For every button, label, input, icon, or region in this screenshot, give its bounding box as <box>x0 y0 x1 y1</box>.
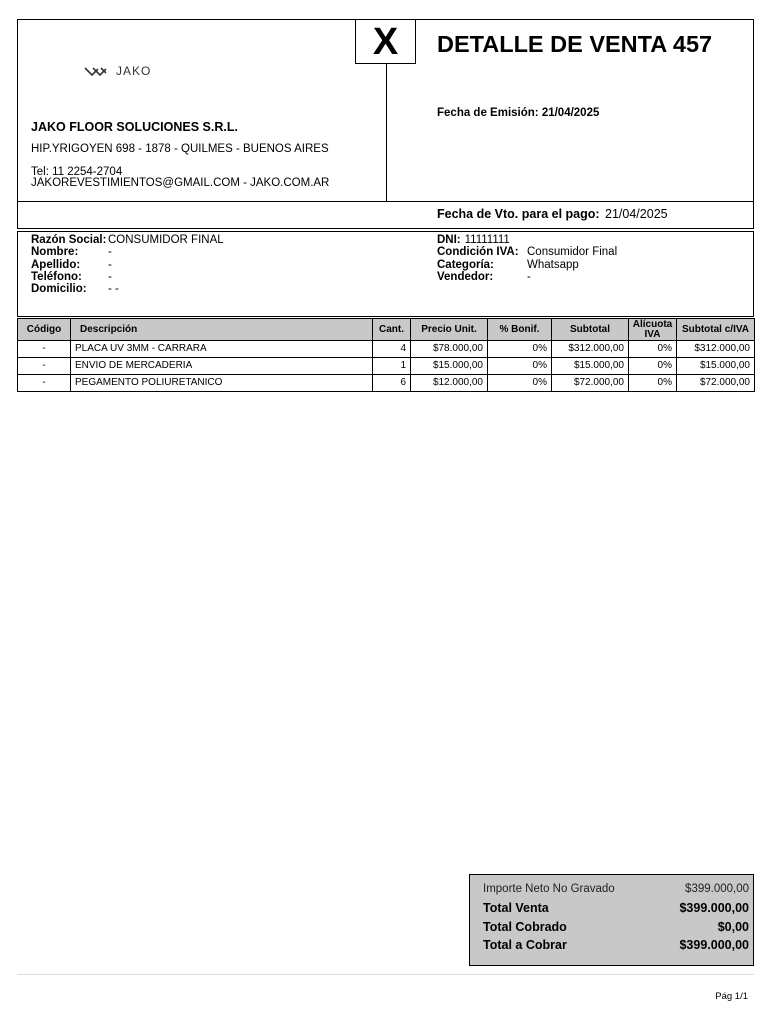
total-cobrado-label: Total Cobrado <box>483 920 567 934</box>
cell-bonif: 0% <box>488 375 552 392</box>
cell-subtotal-iva: $72.000,00 <box>677 375 755 392</box>
customer-right <box>437 234 617 283</box>
invoice-title: DETALLE DE VENTA 457 <box>437 31 713 57</box>
cell-descripcion: PLACA UV 3MM - CARRARA <box>71 341 373 358</box>
header-divider <box>386 64 387 202</box>
table-row <box>18 358 755 375</box>
cell-codigo: - <box>18 341 71 358</box>
apellido-label: Apellido: <box>31 258 81 271</box>
col-header-subtotal-iva: Subtotal c/IVA <box>677 319 755 341</box>
cell-descripcion: PEGAMENTO POLIURETANICO <box>71 375 373 392</box>
iva-label: Condición IVA: <box>437 246 519 259</box>
company-address: HIP.YRIGOYEN 698 - 1878 - QUILMES - BUENOS AIRES <box>31 143 329 155</box>
issue-date-label: Fecha de Emisión: <box>437 107 539 119</box>
categoria-value: Whatsapp <box>527 258 579 271</box>
telefono-value: - <box>108 270 112 283</box>
col-header-subtotal: Subtotal <box>552 319 629 341</box>
company-phone: Tel: 11 2254-2704 <box>31 166 123 178</box>
total-neto-value: $399.000,00 <box>685 883 749 895</box>
nombre-label: Nombre: <box>31 246 79 259</box>
due-date <box>437 207 668 221</box>
table-row <box>18 341 755 358</box>
vendedor-label: Vendedor: <box>437 270 494 283</box>
cell-subtotal: $72.000,00 <box>552 375 629 392</box>
nombre-value: - <box>108 246 112 259</box>
logo-text: JAKO <box>116 64 152 78</box>
company-logo <box>84 64 151 78</box>
dni-value: 11111111 <box>464 234 510 246</box>
total-venta-row <box>483 901 749 915</box>
cell-precio: $15.000,00 <box>411 358 488 375</box>
apellido-value: - <box>108 258 112 271</box>
col-header-alicuota: Alícuota IVA <box>629 319 677 341</box>
total-cobrar-label: Total a Cobrar <box>483 938 567 952</box>
total-venta-label: Total Venta <box>483 901 549 915</box>
company-name: JAKO FLOOR SOLUCIONES S.R.L. <box>31 120 238 134</box>
total-cobrar-row <box>483 938 749 952</box>
cell-cantidad: 6 <box>373 375 411 392</box>
col-header-cantidad: Cant. <box>373 319 411 341</box>
cell-bonif: 0% <box>488 341 552 358</box>
totals-box <box>469 874 754 966</box>
issue-date-value: 21/04/2025 <box>541 107 600 119</box>
categoria-label: Categoría: <box>437 258 494 271</box>
jako-logo-icon <box>84 65 114 77</box>
razon-label: Razón Social: <box>31 234 107 246</box>
cell-alicuota: 0% <box>629 341 677 358</box>
invoice-letter: X <box>355 19 416 64</box>
dni-label: DNI: <box>437 234 461 246</box>
telefono-label: Teléfono: <box>31 270 82 283</box>
cell-precio: $12.000,00 <box>411 375 488 392</box>
cell-descripcion: ENVIO DE MERCADERIA <box>71 358 373 375</box>
cell-subtotal: $15.000,00 <box>552 358 629 375</box>
cell-codigo: - <box>18 375 71 392</box>
page-number: Pág 1/1 <box>715 991 748 1002</box>
col-header-bonif: % Bonif. <box>488 319 552 341</box>
cell-subtotal: $312.000,00 <box>552 341 629 358</box>
due-date-label: Fecha de Vto. para el pago: <box>437 207 600 221</box>
razon-value: CONSUMIDOR FINAL <box>108 234 224 246</box>
cell-subtotal-iva: $15.000,00 <box>677 358 755 375</box>
cell-alicuota: 0% <box>629 358 677 375</box>
vendedor-value: - <box>527 270 531 283</box>
iva-value: Consumidor Final <box>527 246 618 259</box>
cell-bonif: 0% <box>488 358 552 375</box>
domicilio-value: - - <box>108 283 119 296</box>
cell-codigo: - <box>18 358 71 375</box>
due-date-value: 21/04/2025 <box>605 207 668 221</box>
col-header-precio: Precio Unit. <box>411 319 488 341</box>
cell-precio: $78.000,00 <box>411 341 488 358</box>
total-cobrado-row <box>483 920 749 934</box>
domicilio-label: Domicilio: <box>31 283 87 296</box>
cell-alicuota: 0% <box>629 375 677 392</box>
col-header-descripcion: Descripción <box>71 319 373 341</box>
footer-divider <box>17 974 754 975</box>
cell-subtotal-iva: $312.000,00 <box>677 341 755 358</box>
customer-left <box>31 234 224 295</box>
items-table <box>17 318 755 392</box>
issue-date <box>437 107 599 119</box>
total-cobrar-value: $399.000,00 <box>679 938 749 952</box>
table-row <box>18 375 755 392</box>
col-header-codigo: Código <box>18 319 71 341</box>
total-cobrado-value: $0,00 <box>717 920 749 934</box>
total-venta-value: $399.000,00 <box>679 901 749 915</box>
table-header-row <box>18 319 755 341</box>
company-email: JAKOREVESTIMIENTOS@GMAIL.COM - JAKO.COM.AR <box>31 177 330 189</box>
cell-cantidad: 1 <box>373 358 411 375</box>
total-neto-label: Importe Neto No Gravado <box>483 883 615 895</box>
total-neto-row <box>483 883 749 895</box>
cell-cantidad: 4 <box>373 341 411 358</box>
